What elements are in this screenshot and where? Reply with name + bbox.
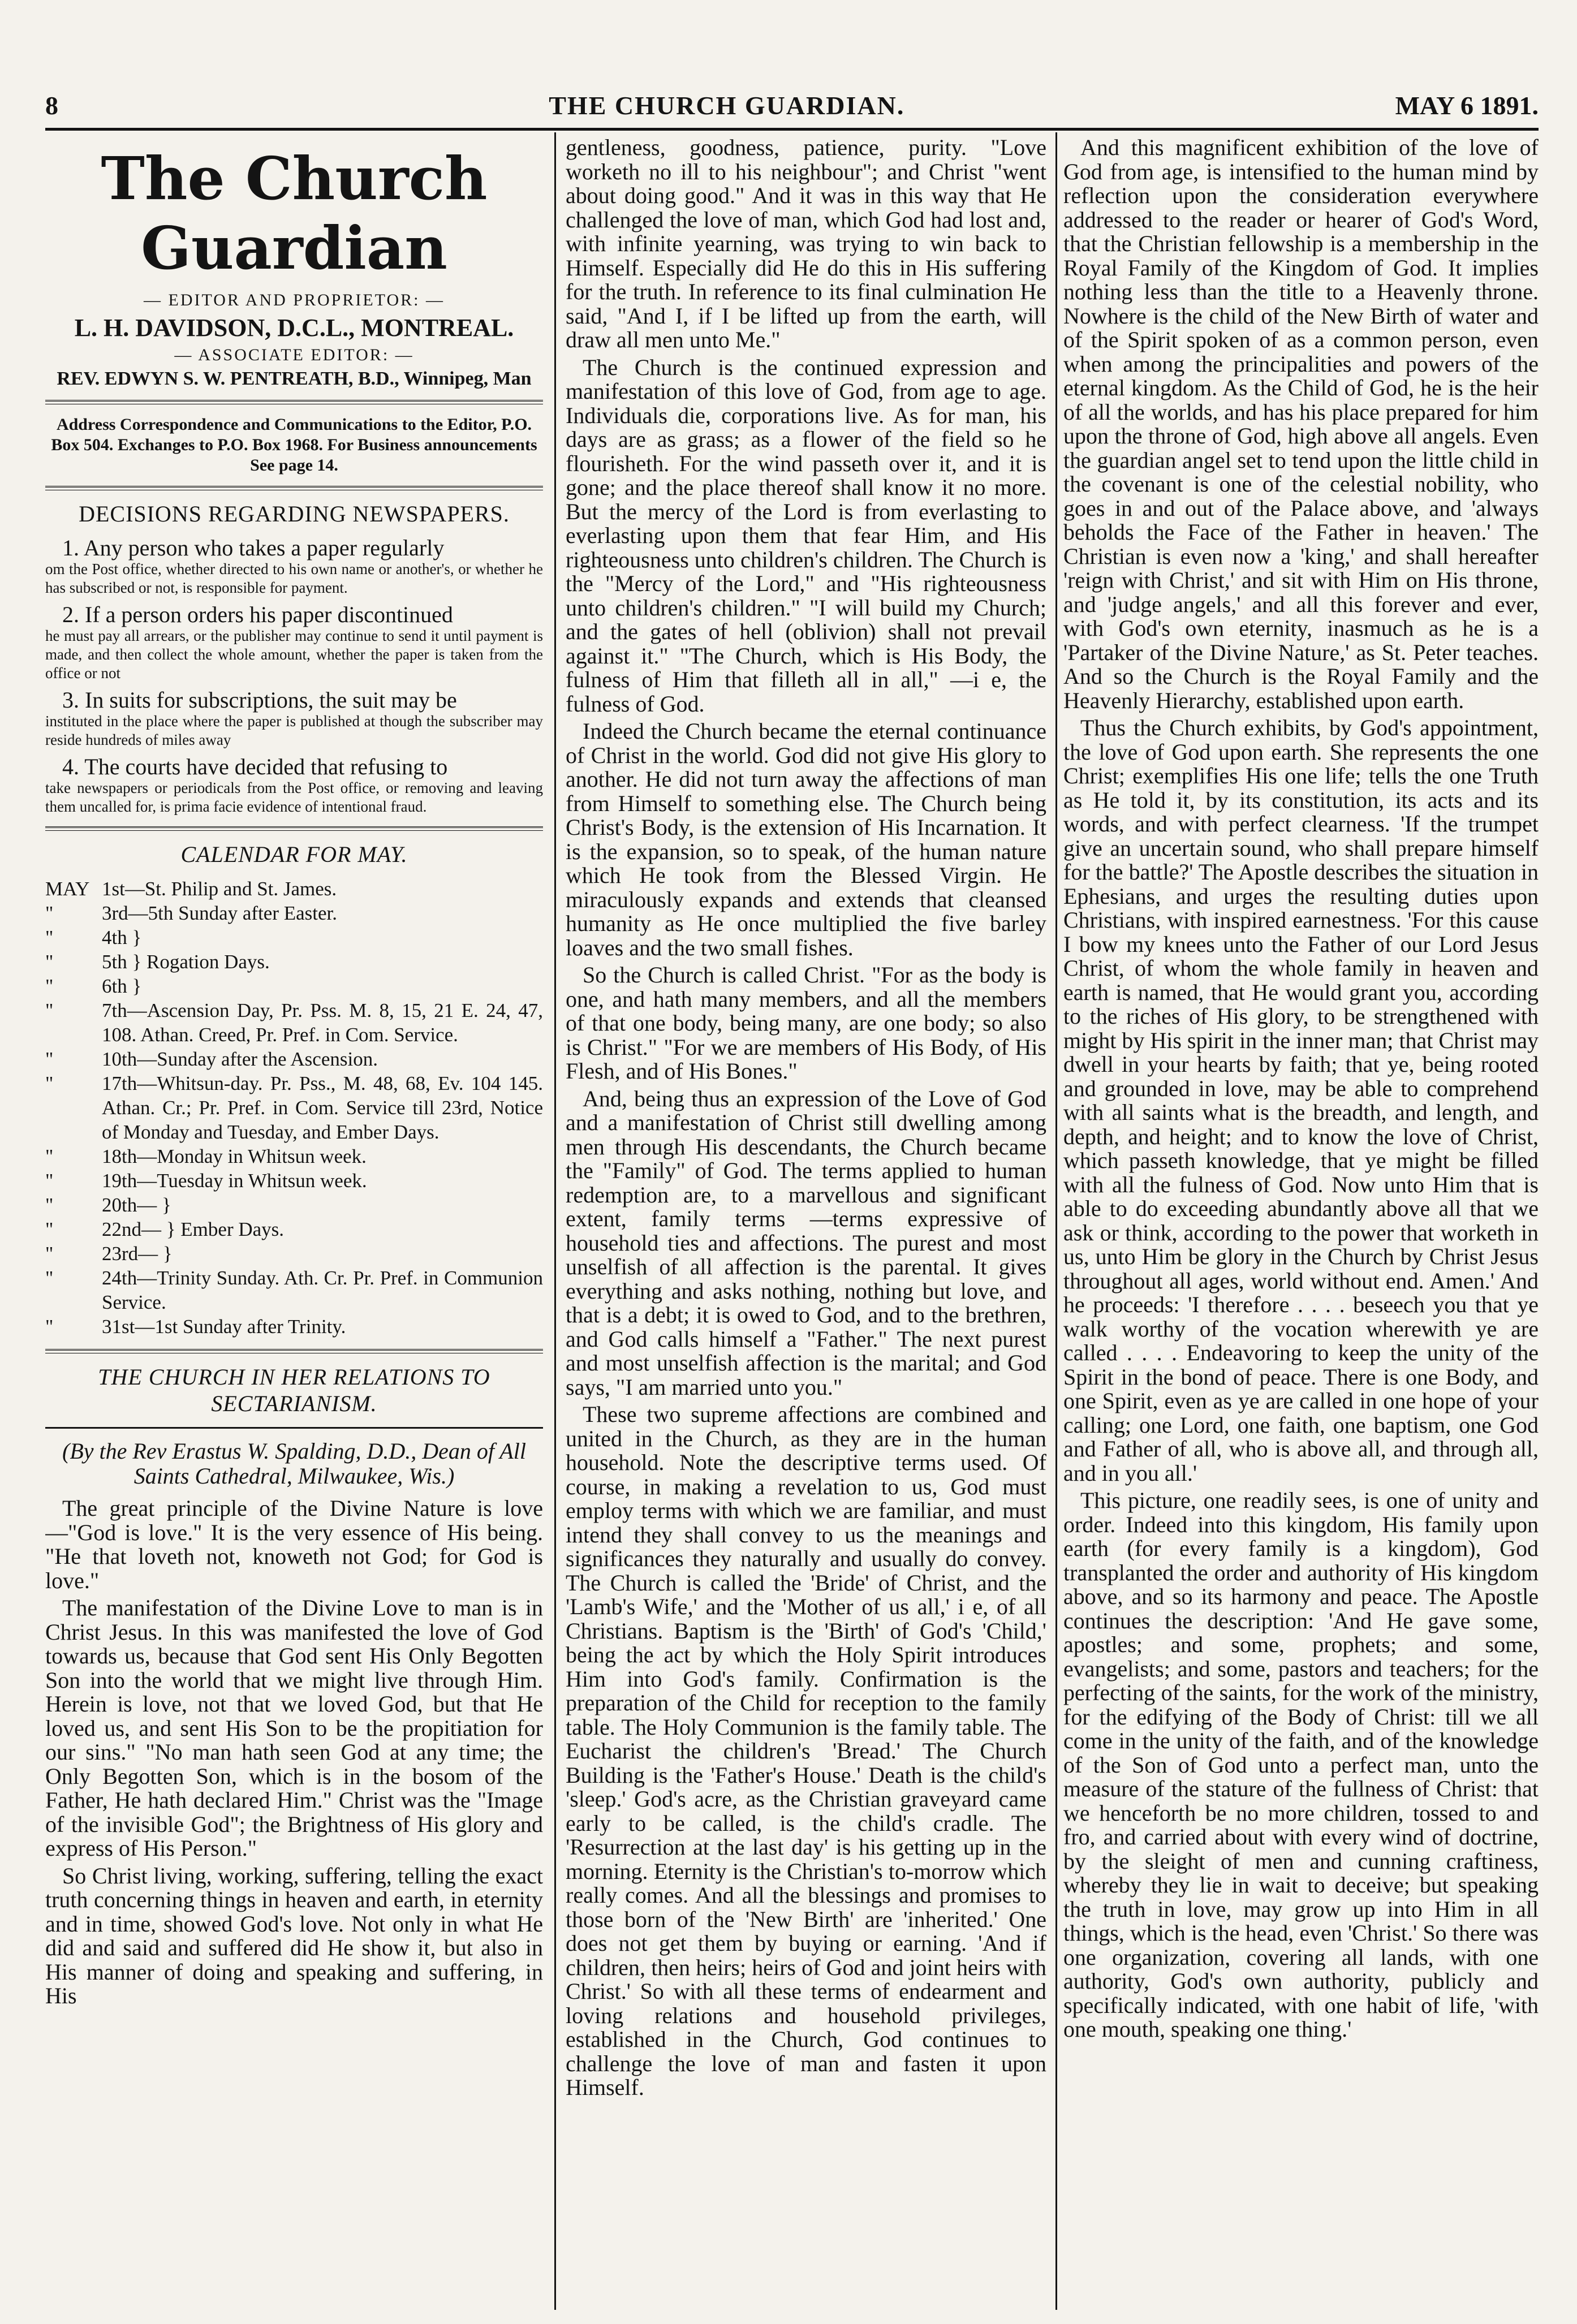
calendar-entry: 22nd— } Ember Days. [102, 1218, 285, 1240]
calendar-month: " [45, 975, 54, 997]
divider [45, 486, 543, 490]
calendar-row [45, 998, 543, 1047]
article-byline: (By the Rev Erastus W. Spalding, D.D., Dean of All Saints Cathedral, Milwaukee, Wis.) [62, 1438, 526, 1489]
column-divider [1055, 132, 1057, 2310]
header-rule [45, 128, 1539, 131]
calendar-row [45, 1144, 543, 1169]
calendar-month: " [45, 1072, 54, 1094]
column-1 [45, 136, 543, 2302]
article-paragraph: And, being thus an expression of the Love of God and a manifestation of Christ still dwelling among men through His descendants, the Church became the "Family" of God. The terms applied to human redemption are, to a marvellous and significant extent, family terms —terms expressive of household ties and affections. The purest and most unselfish of all affection is the parental. It gives everything and asks nothing, nothing but love, and that is a debt; it is owed to God, and to the brethren, and God calls himself a "Father." The next purest and most unselfish affection is the marital; and God says, "I am married unto you." [566, 1085, 1046, 1400]
article-title: THE CHURCH IN HER RELATIONS TO SECTARIANISM. [98, 1364, 490, 1416]
calendar-row [45, 950, 543, 974]
calendar-month: " [45, 1316, 54, 1338]
calendar-month: " [45, 926, 54, 948]
calendar-entry: 18th—Monday in Whitsun week. [102, 1145, 367, 1167]
calendar-entry: 19th—Tuesday in Whitsun week. [102, 1170, 367, 1192]
calendar-entry: 6th } [102, 975, 142, 997]
decision-lead: 4. The courts have decided that refusing to [62, 754, 448, 779]
article-paragraph: These two supreme affections are combined and united in the Church, as they are in the human household. Note the descriptive terms used. Of course, in making a revelation to us, God must employ terms with which we are familiar, and must intend they shall convey to us the meanings and significances they naturally and usually do convey. The Church is called the 'Bride' of Christ, and the 'Lamb's Wife,' and the 'Mother of us all,' i e, of all Christians. Baptism is the 'Birth' of God's 'Child,' being the act by which the Holy Spirit introduces Him into God's family. Confirmation is the preparation of the Child for reception to the family table. The Holy Communion is the family table. The Eucharist the children's 'Bread.' The Church Building is the 'Father's House.' Death is the child's 'sleep.' God's acre, as the Christian graveyard came early to be called, is the child's cradle. The 'Resurrection at the last day' is his getting up in the morning. Eternity is the Christian's to-morrow which really comes. And all the blessings and promises to those born of the 'New Birth' are 'inherited.' One does not get them by buying or earning. 'And if children, then heirs; heirs of God and joint heirs with Christ.' So with all these terms of endearment and loving relations and household privileges, established in the Church, God continues to challenge the love of man and fasten it upon Himself. [566, 1402, 1046, 2100]
column-3 [1063, 136, 1539, 2302]
decision-lead: 2. If a person orders his paper discontinued [62, 602, 453, 627]
decision-item [45, 755, 543, 816]
address-notice: Address Correspondence and Communications to the Editor, P.O. Box 504. Exchanges to P.O. Box 1968. For Business announcements See page 14. [51, 415, 537, 475]
calendar-month: " [45, 1267, 54, 1289]
article-paragraph: And this magnificent exhibition of the love of God from age, is intensified to the human mind by reflection upon the consideration everywhere addressed to the reader or hearer of God's Word, that the Christian fellowship is a membership in the Royal Family of the Kingdom of God. It implies nothing less than the title to a Heavenly throne. Nowhere is the child of the New Birth of water and of the Spirit spoken of as a common person, even when among the principalities and powers of the eternal kingdom. As the Child of God, he is the heir of all the worlds, and has his place prepared for him upon the throne of God, high above all angels. Even the guardian angel set to tend upon the little child in the covenant is one of the celestial nobility, who goes in and out of the Palace above, and 'always beholds the Face of the Father in heaven.' The Christian is even now a 'king,' and shall hereafter 'reign with Christ,' and sit with Him on His throne, and 'judge angels,' and all this forever and ever, with God's own eternity, inasmuch as he is a 'Partaker of the Divine Nature,' as St. Peter teaches. And so the Church is the Royal Family and the Heavenly Hierarchy, established upon earth. [1063, 136, 1539, 713]
decision-text: instituted in the place where the paper is published at though the subscriber may reside hundreds of miles away [45, 713, 543, 748]
calendar-entry: 3rd—5th Sunday after Easter. [102, 902, 338, 924]
calendar-entry: 10th—Sunday after the Ascension. [102, 1048, 378, 1070]
associate-label: — ASSOCIATE EDITOR: — [174, 346, 414, 364]
article-paragraph: Indeed the Church became the eternal continuance of Christ in the world. God did not give His glory to another. He did not turn away the affections of man from Himself to something else. The Church being Christ's Body, is the extension of His Incarnation. It is the expansion, so to speak, of the human nature which He took from the Blessed Virgin. He miraculously expands and extends that cleansed humanity as He once multiplied the five barley loaves and the two small fishes. [566, 718, 1046, 960]
masthead-title: The Church Guardian [101, 144, 488, 283]
calendar-entry: 1st—St. Philip and St. James. [102, 878, 337, 900]
calendar-row [45, 1217, 543, 1241]
paper-title: THE CHURCH GUARDIAN. [549, 90, 905, 120]
page-number: 8 [45, 90, 58, 120]
article-paragraph: The great principle of the Divine Nature is love—"God is love." It is the very essence of His being. "He that loveth not, knoweth not God; for God is love." [45, 1495, 543, 1593]
calendar-month: " [45, 951, 54, 973]
decision-item [45, 603, 543, 683]
decision-lead: 3. In suits for subscriptions, the suit may be [62, 687, 457, 713]
associate-name: REV. EDWYN S. W. PENTREATH, B.D., Winnipeg, Man [57, 368, 532, 389]
column-2 [566, 136, 1046, 2302]
decision-item [45, 536, 543, 597]
calendar-month: MAY [45, 878, 90, 900]
calendar-month: " [45, 902, 54, 924]
calendar-month: " [45, 999, 54, 1021]
calendar-row [45, 877, 543, 901]
calendar-month: " [45, 1243, 54, 1265]
calendar-entry: 24th—Trinity Sunday. Ath. Cr. Pr. Pref. in Communion Service. [102, 1267, 543, 1313]
page-header [45, 85, 1539, 126]
divider [45, 826, 543, 831]
decision-text: he must pay all arrears, or the publisher may continue to send it until payment is made, and then collect the whole amount, whether the paper is taken from the office or not [45, 627, 543, 682]
calendar-row [45, 1266, 543, 1314]
article-paragraph: The Church is the continued expression and manifestation of this love of God, from age to age. Individuals die, corporations live. As for man, his days are as grass; as a flower of the field so he flourisheth. For the wind passeth over it, and it is gone; and the place thereof shall know it no more. But the mercy of the Lord is from everlasting to everlasting upon them that fear Him, and His righteousness unto children's children. The Church is the "Mercy of the Lord," and "His righteousness unto children's children." "I will build my Church; and the gates of hell (oblivion) shall not prevail against it." "The Church, which is His Body, the fulness of Him that filleth all in all," —i e, the fulness of God. [566, 354, 1046, 717]
article-paragraph: This picture, one readily sees, is one of unity and order. Indeed into this kingdom, His family upon earth (for every family is a kingdom), God transplanted the order and authority of His kingdom above, and so its harmony and peace. The Apostle continues the description: 'And He gave some, apostles; and some, prophets; and some, evangelists; and some, pastors and teachers; for the perfecting of the saints, for the work of the ministry, for the edifying of the Body of Christ: till we all come in the unity of the faith, and of the knowledge of the Son of God unto a perfect man, unto the measure of the stature of the fullness of Christ: that we henceforth be no more children, tossed to and fro, and carried about with every wind of doctrine, by the sleight of men and cunning craftiness, whereby they lie in wait to deceive; but speaking the truth in love, may grow up into Him in all things, which is the head, even 'Christ.' So there was one organization, covering all lands, with one authority, God's own authority, publicly and specifically indicated, with one habit of life, 'with one mouth, speaking one thing.' [1063, 1487, 1539, 2042]
editor-name: L. H. DAVIDSON, D.C.L., MONTREAL. [74, 314, 514, 342]
issue-date: MAY 6 1891. [1395, 90, 1539, 120]
calendar-row [45, 1071, 543, 1144]
divider [45, 1349, 543, 1353]
decisions-heading: DECISIONS REGARDING NEWSPAPERS. [79, 501, 510, 527]
article-paragraph: So Christ living, working, suffering, telling the exact truth concerning things in heaven and earth, in eternity and in time, showed God's love. Not only in what He did and said and suffered did He show it, but also in His manner of doing and speaking and suffering, in His [45, 1862, 543, 2008]
calendar-row [45, 1241, 543, 1266]
article-paragraph: Thus the Church exhibits, by God's appointment, the love of God upon earth. She represents the one Christ; exemplifies His one life; tells the one Truth as He told it, by its constitution, its acts and its words, and with perfect clearness. 'If the trumpet give an uncertain sound, who shall prepare himself for the battle?' The Apostle describes the situation in Ephesians, and urges the resulting duties upon Christians, with inspired earnestness. 'For this cause I bow my knees unto the Father of our Lord Jesus Christ, of whom the whole family in heaven and earth is named, that He would grant you, according to the riches of His glory, to be strengthened with might by His spirit in the inner man; that Christ may dwell in your hearts by faith; that ye, being rooted and grounded in love, may be able to comprehend with all saints what is the breadth, and length, and depth, and height; and to know the love of Christ, which passeth knowledge, that ye might be filled with all the fulness of God. Now unto Him that is able to do exceeding abundantly above all that we ask or think, according to the power that worketh in us, unto Him be glory in the Church by Christ Jesus throughout all ages, world without end. Amen.' And he proceeds: 'I therefore . . . . beseech you that ye walk worthy of the vocation wherewith ye are called . . . . Endeavoring to keep the unity of the Spirit in the bond of peace. There is one Body, and one Spirit, even as ye are called in one hope of your calling; one Lord, one faith, one baptism, one God and Father of all, who is above all, and through all, and in you all.' [1063, 715, 1539, 1486]
divider [45, 400, 543, 404]
calendar-entry: 4th } [102, 926, 142, 948]
calendar-entry: 20th— } [102, 1194, 171, 1216]
editor-label: — EDITOR AND PROPRIETOR: — [144, 291, 445, 309]
calendar-entry: 23rd— } [102, 1243, 173, 1265]
article-paragraph: So the Church is called Christ. "For as the body is one, and hath many members, and all the members of that one body, being many, are one body; so also is Christ." "For we are members of His Body, of His Flesh, and of His Bones." [566, 962, 1046, 1084]
calendar-row [45, 1047, 543, 1071]
divider [45, 1427, 543, 1429]
decision-item [45, 688, 543, 749]
article-paragraph: The manifestation of the Divine Love to man is in Christ Jesus. In this was manifested the love of God towards us, because that God sent His Only Begotten Son into the world that we might live through Him. Herein is love, not that we loved God, but that He loved us, and sent His Son to be the propitiation for our sins." "No man hath seen God at any time; the Only Begotten Son, which is in the bosom of the Father, He hath declared Him." Christ was the "Image of the invisible God"; the Brightness of His glory and express of His Person." [45, 1595, 543, 1861]
decision-text: take newspapers or periodicals from the Post office, or removing and leaving them uncalled for, is prima facie evidence of intentional fraud. [45, 779, 543, 815]
calendar-month: " [45, 1194, 54, 1216]
calendar-entry: 31st—1st Sunday after Trinity. [102, 1316, 346, 1338]
calendar-entry: 17th—Whitsun-day. Pr. Pss., M. 48, 68, Ev. 104 145. Athan. Cr.; Pr. Pref. in Com. Service till 23rd, Notice of Monday and Tuesday, and Ember Days. [102, 1072, 543, 1143]
calendar-month: " [45, 1170, 54, 1192]
calendar-row [45, 901, 543, 925]
calendar-month: " [45, 1145, 54, 1167]
calendar-row [45, 1169, 543, 1193]
decision-lead: 1. Any person who takes a paper regularly [62, 535, 445, 560]
calendar-entry: 5th } Rogation Days. [102, 951, 270, 973]
calendar-entry: 7th—Ascension Day, Pr. Pss. M. 8, 15, 21 E. 24, 47, 108. Athan. Creed, Pr. Pref. in Com. Service. [102, 999, 543, 1046]
calendar-row [45, 1314, 543, 1339]
calendar-month: " [45, 1048, 54, 1070]
calendar-row [45, 925, 543, 950]
decision-text: om the Post office, whether directed to his own name or another's, or whether he has subscribed or not, is responsible for payment. [45, 560, 543, 596]
calendar-row [45, 1193, 543, 1217]
calendar-row [45, 974, 543, 998]
article-paragraph: gentleness, goodness, patience, purity. "Love worketh no ill to his neighbour"; and Christ "went about doing good." And it was in this way that He challenged the love of man, which God had lost and, with infinite yearning, was trying to win back to Himself. Especially did He do this in His suffering for the truth. In reference to its final culmination He said, "And I, if I be lifted up from the earth, will draw all men unto Me." [566, 136, 1046, 352]
column-divider [554, 132, 556, 2310]
calendar-heading: CALENDAR FOR MAY. [180, 842, 408, 867]
calendar-month: " [45, 1218, 54, 1240]
